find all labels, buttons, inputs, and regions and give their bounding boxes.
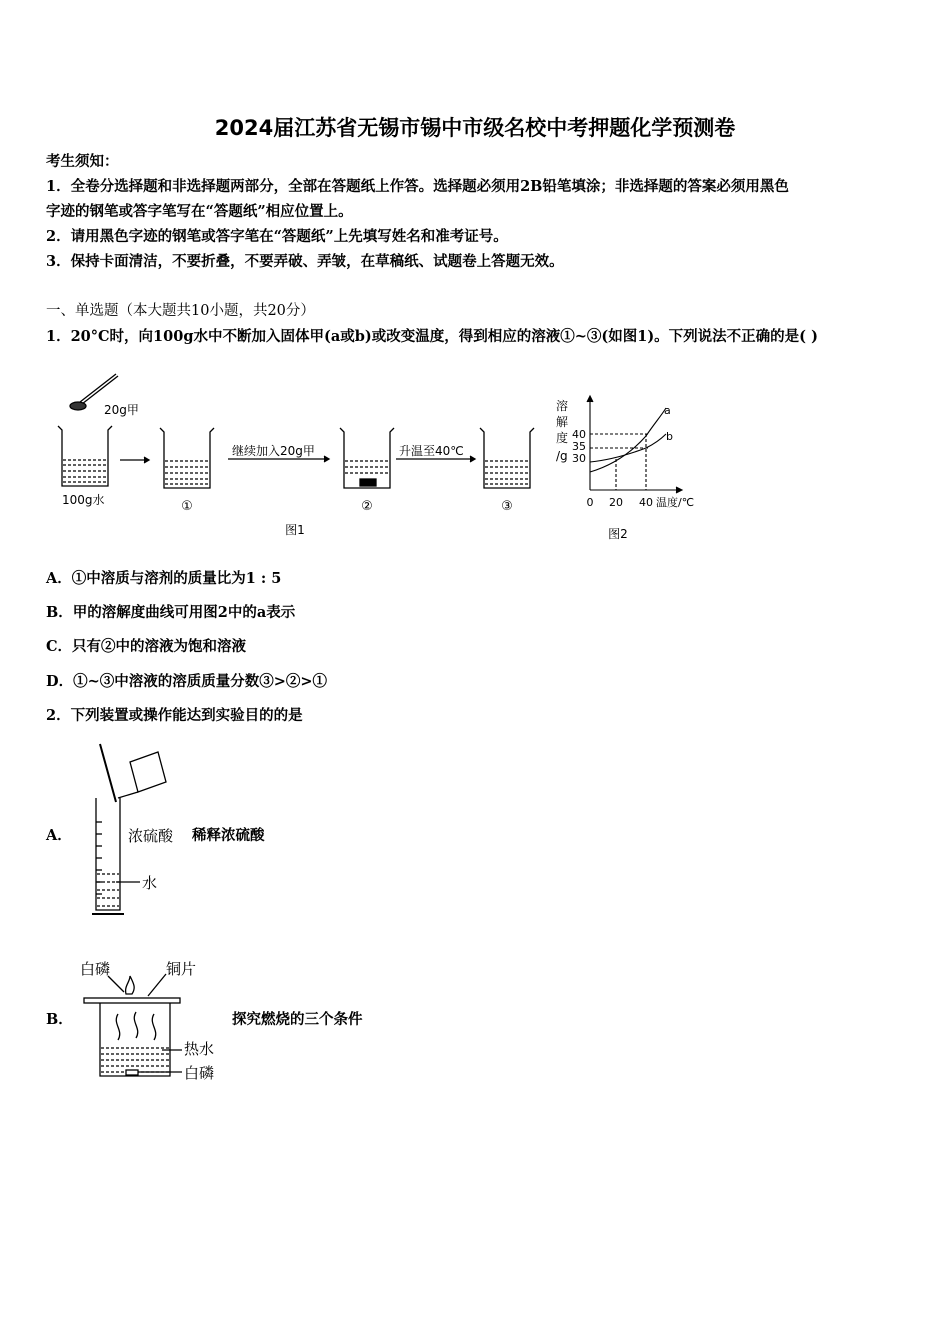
label-white-phosphorus-bottom: 白磷 — [184, 1064, 215, 1082]
y-label-2: 解 — [556, 415, 569, 429]
option-c: C．只有②中的溶液为饱和溶液 — [46, 638, 247, 655]
q2-option-b-desc: 探究燃烧的三个条件 — [232, 1011, 363, 1028]
beaker-water-icon — [58, 426, 112, 486]
page-title: 2024届江苏省无锡市锡中市级名校中考押题化学预测卷 — [214, 116, 736, 140]
curve-b-label: b — [666, 430, 673, 443]
label-white-phosphorus-top: 白磷 — [80, 960, 111, 978]
curve-a-label: a — [664, 404, 671, 417]
beaker-1-label: ① — [181, 499, 193, 514]
notice-item-2: 2．请用黑色字迹的钢笔或答字笔在“答题纸”上先填写姓名和准考证号。 — [46, 228, 508, 245]
section-heading: 一、单选题（本大题共10小题，共20分） — [46, 303, 315, 319]
figure-1-caption: 图1 — [285, 523, 305, 537]
glass-rod-icon — [100, 744, 116, 802]
q2-figure-b — [78, 956, 228, 1086]
q2-option-a-desc: 稀释浓硫酸 — [192, 827, 265, 844]
x-tick-40: 40 — [639, 496, 653, 509]
spoon-label: 20g甲 — [104, 403, 139, 417]
beaker-2-icon — [340, 428, 394, 488]
y-label-3: 度 — [556, 431, 569, 445]
option-d: D．①~③中溶液的溶质质量分数③>②>① — [46, 673, 328, 690]
label-copper: 铜片 — [166, 960, 197, 978]
y-tick-35: 35 — [572, 440, 586, 453]
acid-label: 浓硫酸 — [128, 827, 174, 845]
y-tick-30: 30 — [572, 452, 586, 465]
option-b: B．甲的溶解度曲线可用图2中的a表示 — [46, 604, 296, 621]
option-a: A．①中溶质与溶剂的质量比为1 : 5 — [46, 570, 282, 587]
y-label-4: /g — [556, 449, 568, 463]
beaker-1-icon — [160, 428, 214, 488]
y-tick-40: 40 — [572, 428, 586, 441]
curve-a — [590, 408, 666, 472]
figure-2-caption: 图2 — [608, 527, 628, 541]
notice-item-1-line-1: 1．全卷分选择题和非选择题两部分，全部在答题纸上作答。选择题必须用2B铅笔填涂；非选择题的答案必须用黑色 — [46, 178, 789, 195]
notice-item-1-line-2: 字迹的钢笔或答字笔写在“答题纸”相应位置上。 — [46, 203, 353, 220]
acid-beaker-icon — [130, 752, 166, 792]
step2-label: 继续加入20g甲 — [232, 444, 315, 458]
water-label: 100g水 — [62, 493, 105, 507]
x-tick-0: 0 — [586, 496, 594, 509]
beaker-2-label: ② — [361, 499, 373, 514]
beaker-3-icon — [480, 428, 534, 488]
beaker-3-label: ③ — [501, 499, 513, 514]
y-label-1: 溶 — [556, 399, 569, 413]
q2-option-b-letter: B． — [46, 1011, 73, 1028]
x-axis-label: 温度/℃ — [656, 496, 695, 509]
step3-label: 升温至40℃ — [399, 444, 464, 458]
flame-icon — [126, 976, 135, 994]
question-1-stem: 1．20°C时，向100g水中不断加入固体甲(a或b)或改变温度，得到相应的溶液①~③(如图1)。下列说法不正确的是( ) — [46, 328, 818, 345]
x-tick-20: 20 — [609, 496, 623, 509]
q2-figure-a — [80, 742, 190, 922]
label-hot-water: 热水 — [184, 1040, 215, 1058]
notice-heading: 考生须知： — [46, 153, 119, 170]
question-2-stem: 2．下列装置或操作能达到实验目的的是 — [46, 707, 303, 724]
figure-2 — [548, 392, 718, 547]
q2-option-a-letter: A． — [46, 827, 72, 844]
water-label-a: 水 — [142, 874, 158, 892]
figure-1 — [50, 368, 550, 543]
copper-plate-icon — [84, 998, 180, 1003]
notice-item-3: 3．保持卡面清洁，不要折叠，不要弄破、弄皱，在草稿纸、试题卷上答题无效。 — [46, 253, 564, 270]
